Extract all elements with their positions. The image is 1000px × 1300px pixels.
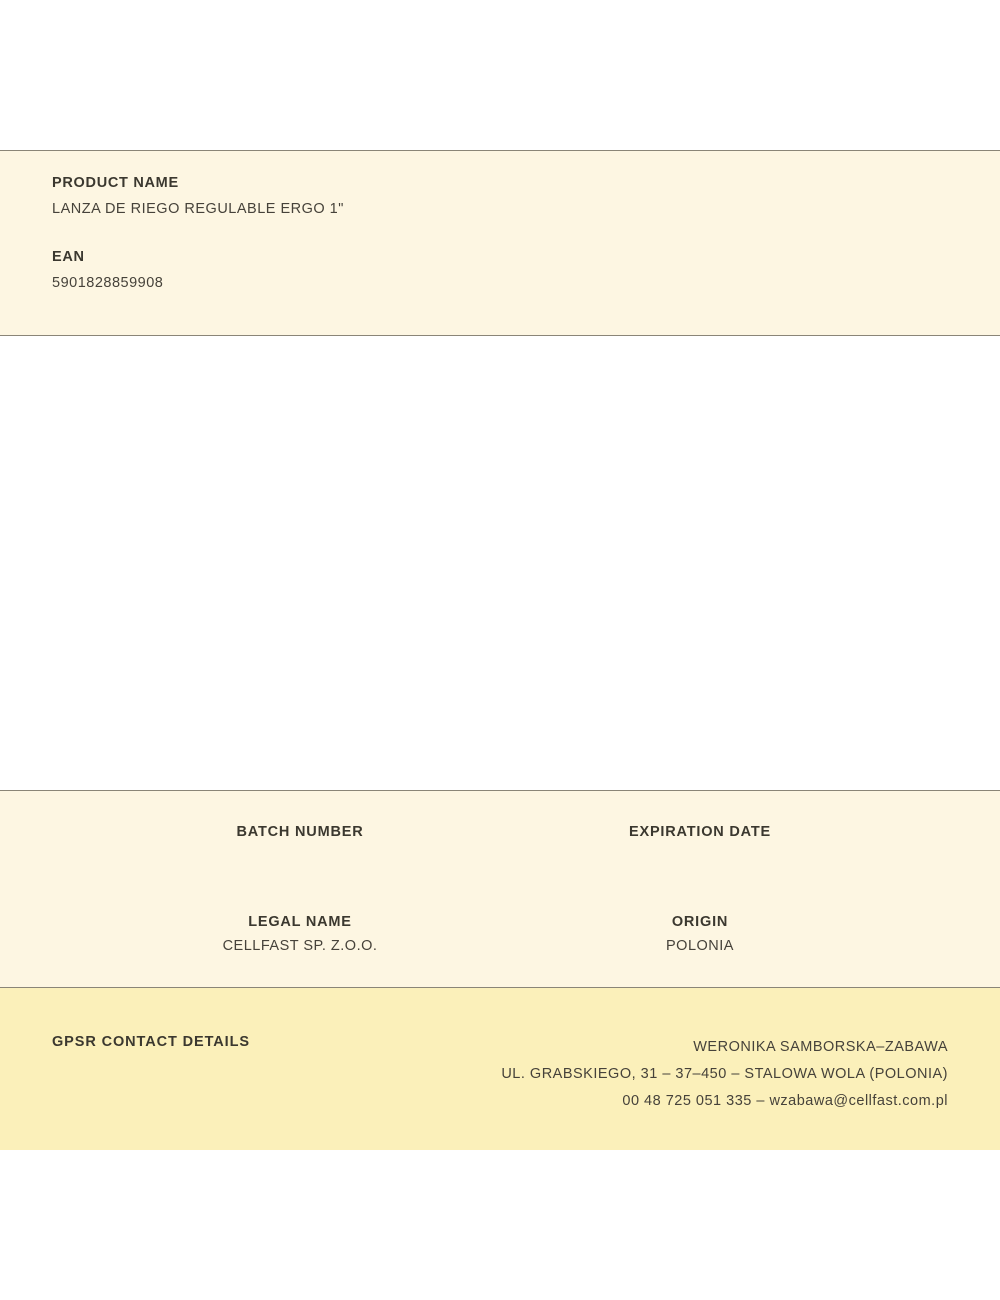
- expiration-date-cell: [550, 824, 850, 848]
- expiration-date-label: EXPIRATION DATE: [629, 824, 771, 840]
- origin-value: POLONIA: [666, 938, 734, 954]
- gpsr-contact-label: GPSR CONTACT DETAILS: [52, 1034, 250, 1050]
- ean-value: 5901828859908: [52, 275, 164, 291]
- product-info-panel: [0, 150, 1000, 336]
- legal-name-label: LEGAL NAME: [248, 914, 352, 930]
- gpsr-contact-details: [501, 1034, 948, 1114]
- gpsr-contact-address: UL. GRABSKIEGO, 31 – 37–450 – STALOWA WOLA (POLONIA): [501, 1065, 948, 1082]
- legal-name-cell: [150, 914, 450, 954]
- ean-label: EAN: [52, 249, 85, 265]
- gpsr-contact-phone-email: 00 48 725 051 335 – wzabawa@cellfast.com.pl: [622, 1092, 948, 1109]
- page-footer-area: [0, 1150, 1000, 1300]
- origin-label: ORIGIN: [671, 914, 729, 930]
- blank-content-area: [0, 336, 1000, 790]
- product-details-panel: [0, 790, 1000, 988]
- gpsr-contact-person: WERONIKA SAMBORSKA–ZABAWA: [693, 1039, 948, 1055]
- product-info-content: [0, 151, 1000, 291]
- gpsr-contact-panel: [0, 988, 1000, 1150]
- batch-number-label: BATCH NUMBER: [236, 824, 364, 840]
- batch-number-cell: [150, 824, 450, 848]
- legal-name-value: CELLFAST SP. Z.O.O.: [222, 938, 378, 954]
- details-grid: [0, 791, 1000, 987]
- product-name-label: PRODUCT NAME: [52, 175, 179, 191]
- origin-cell: [550, 914, 850, 954]
- product-name-value: LANZA DE RIEGO REGULABLE ERGO 1": [52, 201, 344, 217]
